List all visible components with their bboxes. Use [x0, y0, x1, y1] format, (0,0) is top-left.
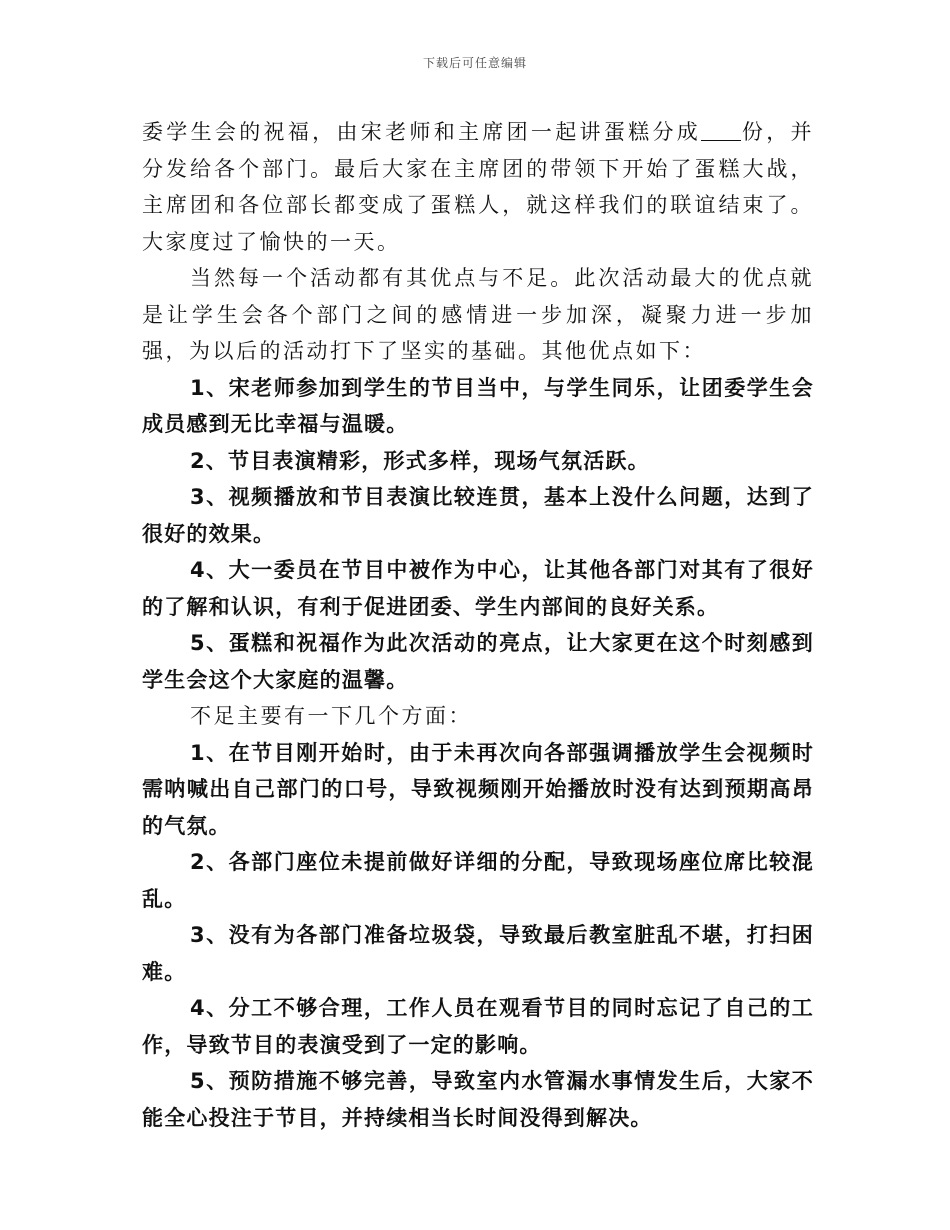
paragraph-advantages-intro: 当然每一个活动都有其优点与不足。此次活动最大的优点就是让学生会各个部门之间的感情进一步加深，凝聚力进一步加强，为以后的活动打下了坚实的基础。其他优点如下：: [142, 266, 814, 363]
shortcoming-item-3: 3、没有为各部门准备垃圾袋，导致最后教室脏乱不堪，打扫困难。: [142, 923, 814, 984]
paragraph-text: 份，并分发给各个部门。最后大家在主席团的带领下开始了蛋糕大战，主席团和各位部长都变成了蛋糕人，就这样我们的联谊结束了。大家度过了愉快的一天。: [142, 120, 815, 254]
paragraph-shortcomings-intro: 不足主要有一下几个方面：: [190, 704, 472, 728]
advantage-item-2: 2、节目表演精彩，形式多样，现场气氛活跃。: [190, 448, 650, 473]
advantage-item-1: 1、宋老师参加到学生的节目当中，与学生同乐，让团委学生会成员感到无比幸福与温暖。: [142, 375, 814, 436]
advantage-item-5: 5、蛋糕和祝福作为此次活动的亮点，让大家更在这个时刻感到学生会这个大家庭的温馨。: [142, 631, 814, 692]
fill-in-blank: [701, 120, 741, 141]
shortcoming-item-2: 2、各部门座位未提前做好详细的分配，导致现场座位席比较混乱。: [142, 850, 814, 911]
paragraph-text: 委学生会的祝福，由宋老师和主席团一起讲蛋糕分成: [142, 120, 702, 144]
shortcoming-item-4: 4、分工不够合理，工作人员在观看节目的同时忘记了自己的工作，导致节目的表演受到了一定的影响。: [142, 996, 814, 1057]
document-body: [142, 114, 814, 1136]
paragraph-closing-party: [142, 114, 814, 260]
advantage-item-4: 4、大一委员在节目中被作为中心，让其他各部门对其有了很好的了解和认识，有利于促进团委、学生内部间的良好关系。: [142, 558, 814, 619]
advantage-item-3: 3、视频播放和节目表演比较连贯，基本上没什么问题，达到了很好的效果。: [142, 485, 814, 546]
shortcoming-item-5: 5、预防措施不够完善，导致室内水管漏水事情发生后，大家不能全心投注于节目，并持续相当长时间没得到解决。: [142, 1069, 814, 1130]
page-header: 下载后可任意编辑: [422, 56, 527, 70]
shortcoming-item-1: 1、在节目刚开始时，由于未再次向各部强调播放学生会视频时需呐喊出自己部门的口号，导致视频刚开始播放时没有达到预期高昂的气氛。: [142, 740, 814, 838]
